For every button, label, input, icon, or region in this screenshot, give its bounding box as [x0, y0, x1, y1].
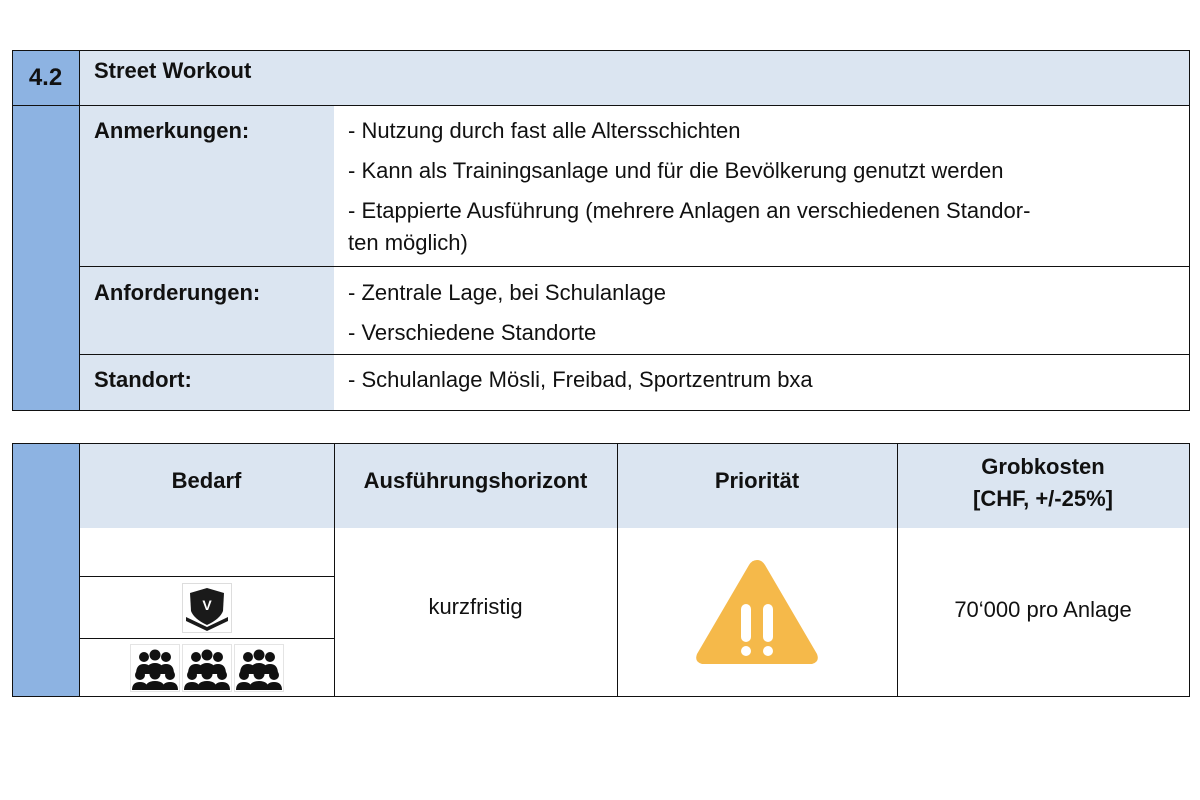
kosten-value: 70‘000 pro Anlage — [954, 597, 1132, 622]
header-ausfuehrungshorizont: Ausführungshorizont — [363, 468, 588, 493]
header-prioritaet: Priorität — [714, 468, 800, 493]
row-content-anmerkungen — [348, 118, 1178, 260]
list-item: - Schulanlage Mösli, Freibad, Sportzentrum bxa — [348, 367, 813, 392]
list-item: ten möglich) — [348, 230, 468, 255]
header-grobkosten-line2: [CHF, +/-25%] — [973, 486, 1113, 511]
label-column — [79, 105, 334, 411]
list-item: - Etappierte Ausführung (mehrere Anlagen an verschiedenen Standor- — [348, 198, 1031, 223]
bedarf-groups-cell — [79, 639, 334, 696]
header-grobkosten — [897, 445, 1189, 521]
list-item: - Kann als Trainingsanlage und für die Bevölkerung genutzt werden — [348, 158, 1004, 183]
row-label-standort: Standort: — [94, 367, 192, 392]
priority-cell — [617, 528, 897, 696]
horizont-value: kurzfristig — [428, 594, 523, 619]
row-content-standort — [348, 367, 1178, 393]
warning-triangle-icon — [692, 554, 822, 670]
list-item: - Nutzung durch fast alle Altersschichten — [348, 118, 741, 143]
list-item: - Verschiedene Standorte — [348, 320, 597, 345]
row-label-anmerkungen: Anmerkungen: — [94, 118, 250, 143]
summary-table — [12, 443, 1190, 697]
badge-letter: V — [201, 596, 212, 613]
section-number: 4.2 — [28, 63, 63, 91]
group-of-people-icon — [182, 644, 232, 692]
row-content-anforderungen — [348, 280, 1178, 350]
list-item: - Zentrale Lage, bei Schulanlage — [348, 280, 666, 305]
summary-number-column — [12, 443, 79, 697]
header-bedarf: Bedarf — [171, 468, 242, 493]
header-grobkosten-line1: Grobkosten — [981, 454, 1105, 479]
section-table — [12, 50, 1190, 411]
group-of-people-icon — [130, 644, 180, 692]
row-label-anforderungen: Anforderungen: — [94, 280, 261, 305]
shield-badge-icon — [182, 583, 232, 633]
bedarf-badge-cell — [79, 577, 334, 638]
section-title: Street Workout — [94, 58, 252, 83]
group-of-people-icon — [234, 644, 284, 692]
